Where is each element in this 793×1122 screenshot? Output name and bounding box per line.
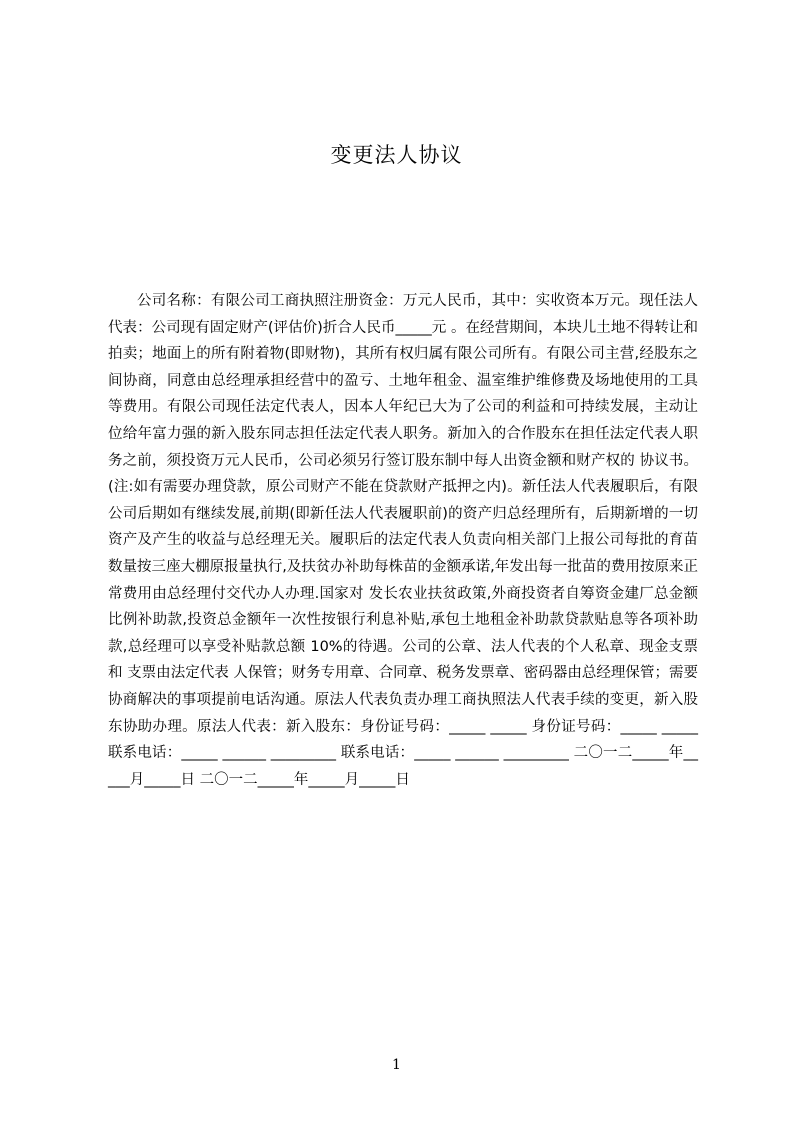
document-title: 变更法人协议	[330, 143, 463, 167]
page-number: 1	[392, 1057, 401, 1073]
agreement-body-paragraph: 公司名称：有限公司工商执照注册资金：万元人民币，其中：实收资本万元。现任法人代表：公司现有固定财产(评估价)折合人民币_____元 。在经营期间，本块儿土地不得转让和拍卖；地面上的所有附着物(即财物)，其所有权归属有限公司所有。有限公司主营,经股东之间协商，同意由总经理承担经营中的盈亏、土地年租金、温室维护维修费及场地使用的工具等费用。有限公司现任法定代表人，因本人年纪已大为了公司的利益和可持续发展，主动让位给年富力强的新入股东同志担任法定代表人职务。新加入的合作股东在担任法定代表人职务之前，须投资万元人民币，公司必须另行签订股东制中每人出资金额和财产权的 协议书。(注:如有需要办理贷款，原公司财产不能在贷款财产抵押之内)。新任法人代表履职后，有限公司后期如有继续发展,前期(即新任法人代表履职前)的资产归总经理所有，后期新增的一切资产及产生的收益与总经理无关。履职后的法定代表人负责向相关部门上报公司每批的育苗数量按三座大棚原报量执行,及扶贫办补助每株苗的金额承诺,年发出每一批苗的费用按原来正常费用由总经理付交代办人办理.国家对 发长农业扶贫政策,外商投资者自筹资金建厂总金额比例补助款,投资总金额年一次性按银行利息补贴,承包土地租金补助款贷款贴息等各项补助款,总经理可以享受补贴款总额 10%的待遇。公司的公章、法人代表的个人私章、现金支票和 支票由法定代表 人保管；财务专用章、合同章、税务发票章、密码器由总经理保管；需要协商解决的事项提前电话沟通。原法人代表负责办理工商执照法人代表手续的变更，新入股东协助办理。原法人代表：新入股东：身份证号码：_____ _____ 身份证号码：_____ _____ 联系电话：_____ ______ _________ 联系电话：_____ ______ _________ 二〇一二_____年_____月_____日 二〇一二_____年_____月_____日	[108, 293, 698, 788]
